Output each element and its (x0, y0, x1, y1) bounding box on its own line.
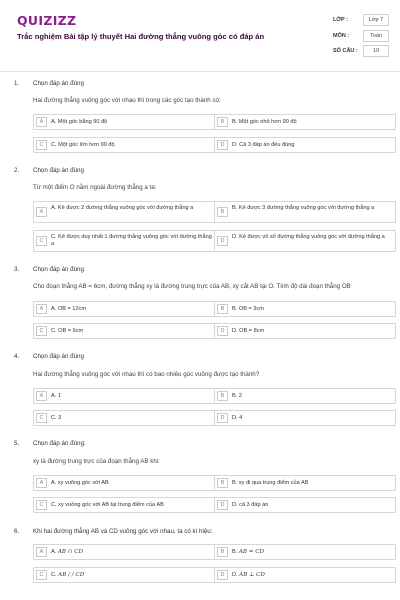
option-text: C. 3 (51, 415, 62, 421)
option-c[interactable] (33, 567, 215, 583)
question-number: 2. (14, 167, 20, 174)
quizizz-logo: QUIZIZZ (17, 13, 77, 28)
header-divider (0, 71, 400, 72)
option-text: A. Một góc bằng 90 độ (51, 119, 108, 125)
question-number: 1. (14, 80, 20, 87)
question-stem: Hai đường thẳng vuông góc với nhau thì trong các góc tạo thành có: (33, 97, 221, 104)
question-prompt: Chọn đáp án đúng (33, 167, 84, 174)
question-prompt: Chọn đáp án đúng (33, 353, 84, 360)
option-letter: B (217, 391, 228, 401)
option-letter: B (217, 304, 228, 314)
option-letter: C (36, 570, 47, 580)
option-letter: C (36, 236, 47, 246)
option-a[interactable] (33, 544, 215, 560)
question-number: 4. (14, 353, 20, 360)
option-letter: D (217, 570, 228, 580)
option-letter: B (217, 117, 228, 127)
option-text: B. xy đi qua trung điểm của AB (232, 480, 309, 486)
option-d[interactable] (214, 323, 396, 339)
question-number: 6. (14, 528, 20, 535)
subject-row (333, 30, 389, 43)
option-d[interactable] (214, 567, 396, 583)
option-label: A. (51, 549, 57, 555)
option-text (51, 572, 213, 579)
subject-label: MÔN : (333, 33, 350, 39)
class-row (333, 14, 389, 27)
option-letter: B (217, 547, 228, 557)
option-a[interactable] (33, 301, 215, 317)
subject-value: Toán (363, 30, 389, 42)
option-a[interactable] (33, 114, 215, 130)
question-prompt: Chọn đáp án đúng (33, 80, 84, 87)
option-text: C. OB = 6cm (51, 328, 84, 334)
option-b[interactable] (214, 114, 396, 130)
option-text (232, 549, 394, 556)
option-d[interactable] (214, 497, 396, 513)
option-text: A. Kẻ được 2 đường thẳng vuông góc với đường thẳng a (51, 205, 194, 211)
question-number: 5. (14, 440, 20, 447)
option-text: B. OB = 3cm (232, 306, 264, 312)
option-letter: D (217, 500, 228, 510)
option-text: A. OB = 12cm (51, 306, 86, 312)
option-c[interactable] (33, 323, 215, 339)
option-d[interactable] (214, 230, 396, 252)
option-text: B. 2 (232, 393, 242, 399)
question-count-row (333, 45, 389, 58)
option-text: C. xy vuông góc với AB tại trung điểm của AB (51, 502, 164, 508)
question-prompt: Chọn đáp án đúng: (33, 440, 86, 447)
option-math: AB = CD (238, 549, 265, 555)
quiz-header (0, 0, 400, 66)
option-letter: D (217, 326, 228, 336)
option-label: B. (232, 549, 238, 555)
option-letter: C (36, 413, 47, 423)
option-math: AB ∩ CD (57, 549, 84, 555)
option-a[interactable] (33, 475, 215, 491)
worksheet-title: Trắc nghiệm Bài tập lý thuyết Hai đường thẳng vuông góc có đáp án (17, 32, 265, 41)
option-text: D. OB = 8cm (232, 328, 265, 334)
option-text: C. Một góc lớn hơn 90 độ (51, 142, 115, 148)
option-text: D. Cả 3 đáp án đều đúng (232, 142, 295, 148)
option-letter: A (36, 478, 47, 488)
option-text (51, 549, 213, 556)
option-b[interactable] (214, 201, 396, 223)
class-label: LỚP : (333, 17, 348, 23)
option-d[interactable] (214, 137, 396, 153)
option-a[interactable] (33, 201, 215, 223)
option-b[interactable] (214, 301, 396, 317)
option-a[interactable] (33, 388, 215, 404)
option-letter: C (36, 326, 47, 336)
question-count-label: SỐ CÂU : (333, 48, 358, 54)
option-text: B. Kẻ được 3 đường thẳng vuông góc với đường thẳng a (232, 205, 375, 211)
option-letter: C (36, 140, 47, 150)
option-math: AB / / CD (58, 572, 85, 578)
question-number: 3. (14, 266, 20, 273)
option-letter: A (36, 547, 47, 557)
option-letter: A (36, 117, 47, 127)
option-d[interactable] (214, 410, 396, 426)
option-text: A. xy vuông góc với AB (51, 480, 109, 486)
option-b[interactable] (214, 388, 396, 404)
option-letter: A (36, 304, 47, 314)
class-value: Lớp 7 (363, 14, 389, 26)
option-text: C. Kẻ được duy nhất 1 đường thẳng vuông góc với đường thẳng a (51, 234, 212, 247)
question-stem: xy là đường trung trực của đoạn thẳng AB khi: (33, 458, 160, 465)
option-letter: C (36, 500, 47, 510)
option-letter: B (217, 478, 228, 488)
option-text (232, 572, 394, 579)
option-text: A. 1 (51, 393, 61, 399)
option-c[interactable] (33, 137, 215, 153)
option-b[interactable] (214, 544, 396, 560)
option-label: D. (232, 572, 238, 578)
option-letter: B (217, 207, 228, 217)
option-label: C. (51, 572, 57, 578)
question-count-value: 10 (363, 45, 389, 57)
question-stem: Hai đường thẳng vuông góc với nhau thì có bao nhiêu góc vuông được tạo thành? (33, 371, 260, 378)
question-prompt: Chọn đáp án đúng (33, 266, 84, 273)
option-text: D. 4 (232, 415, 243, 421)
option-c[interactable] (33, 410, 215, 426)
option-letter: A (36, 391, 47, 401)
option-text: B. Một góc nhỏ hơn 90 độ (232, 119, 297, 125)
option-letter: D (217, 413, 228, 423)
option-c[interactable] (33, 497, 215, 513)
option-letter: A (36, 207, 47, 217)
option-letter: D (217, 140, 228, 150)
option-c[interactable] (33, 230, 215, 252)
option-letter: D (217, 236, 228, 246)
option-b[interactable] (214, 475, 396, 491)
option-text: D. cả 3 đáp án (232, 502, 269, 508)
question-prompt: Khi hai đường thẳng AB và CD vuông góc với nhau, ta có kí hiệu: (33, 528, 213, 535)
option-math: AB ⊥ CD (239, 572, 265, 578)
question-stem: Cho đoạn thẳng AB = 6cm, đường thẳng xy là đường trung trực của AB, xy cắt AB tại O. Tính độ dài đoạn thẳng OB (33, 283, 351, 290)
question-stem: Từ một điểm O nằm ngoài đường thẳng a ta: (33, 184, 157, 191)
option-text: D. Kẻ được vô số đường thẳng vuông góc với đường thẳng a (232, 234, 385, 240)
